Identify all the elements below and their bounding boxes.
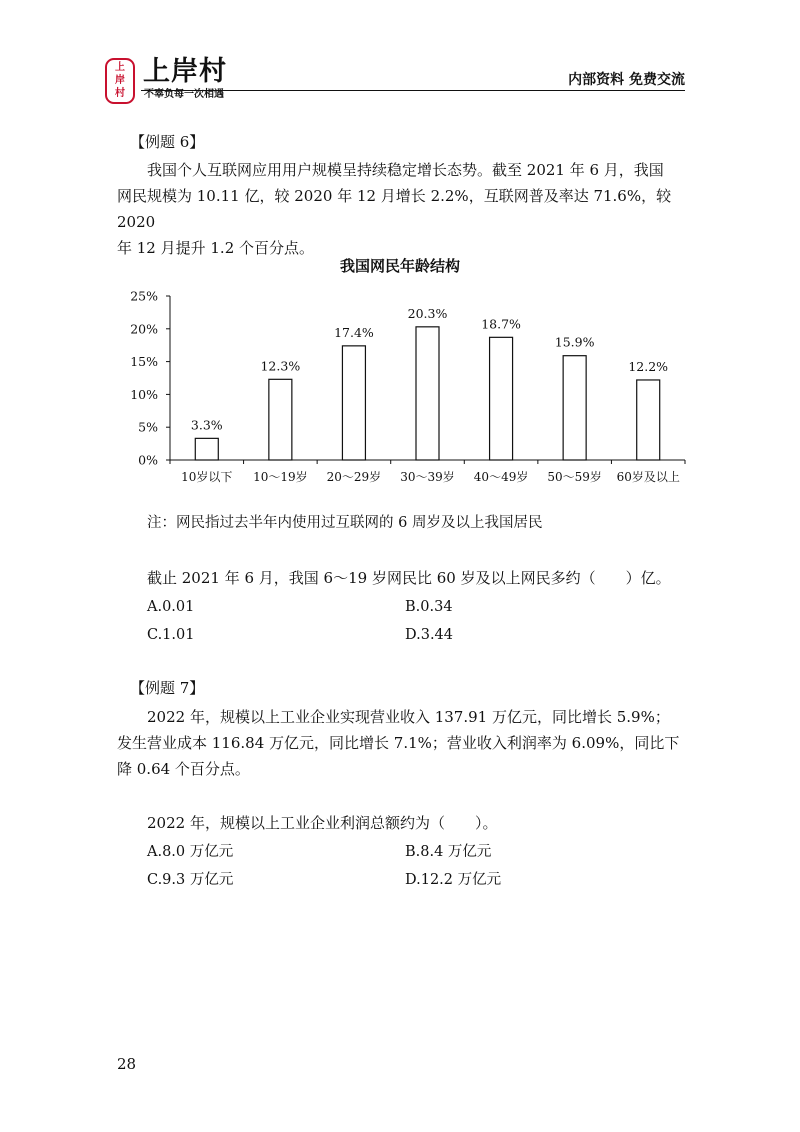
logo-seal-icon [105,58,135,104]
seal-char-3: 村 [115,88,125,99]
logo-name: 上岸村 [143,56,227,87]
bar-value-label: 12.3% [260,358,301,374]
category-label: 10岁以下 [181,470,233,484]
bar [563,356,586,460]
example7-line-1: 2022 年，规模以上工业企业实现营业收入 137.91 万亿元，同比增长 5.9%； [147,708,670,726]
seal-char-1: 上 [115,62,125,73]
bar [269,379,292,460]
page-number: 28 [117,1055,137,1073]
example6-label: 【例题 6】 [130,133,205,151]
example7-label: 【例题 7】 [130,679,205,697]
bar [490,337,513,460]
y-tick-label: 25% [130,288,158,304]
example7-option-c: C.9.3 万亿元 [147,872,234,888]
example6-option-b: B.0.34 [405,599,453,615]
header-divider [141,90,685,91]
header-right-text: 内部资料 免费交流 [568,72,685,88]
example7-line-2: 发生营业成本 116.84 万亿元，同比增长 7.1%；营业收入利润率为 6.09%，同比下 [117,734,680,752]
bar-value-label: 15.9% [554,334,595,350]
category-label: 10～19岁 [253,470,308,484]
example6-option-d: D.3.44 [405,627,454,643]
bar-value-label: 18.7% [481,316,521,332]
bar-value-label: 3.3% [190,417,223,433]
bar [195,438,218,460]
example6-question: 截止 2021 年 6 月，我国 6～19 岁网民比 60 岁及以上网民多约（ ）亿。 [147,569,671,587]
y-tick-label: 15% [130,354,158,370]
example7-option-a: A.8.0 万亿元 [147,844,234,860]
bar-value-label: 12.2% [628,358,669,374]
bar [342,346,365,460]
example6-line-1: 我国个人互联网应用用户规模呈持续稳定增长态势。截至 2021 年 6 月，我国 [147,161,664,179]
example6-option-c: C.1.01 [147,627,195,643]
y-tick-label: 10% [130,386,158,402]
bar-value-label: 20.3% [407,305,448,321]
example7-option-d: D.12.2 万亿元 [405,872,502,888]
chart-title: 我国网民年龄结构 [339,257,460,275]
example6-line-3: 年 12 月提升 1.2 个百分点。 [117,239,315,257]
example6-line-2: 网民规模为 10.11 亿，较 2020 年 12 月增长 2.2%，互联网普及率达 71.6%，较 2020 [117,187,672,231]
seal-char-2: 岸 [115,75,125,86]
y-tick-label: 0% [138,452,158,468]
example7-paragraph [117,704,687,782]
example7-option-b: B.8.4 万亿元 [405,844,492,860]
bar [416,327,439,460]
category-label: 20～29岁 [326,470,382,484]
category-label: 60岁及以上 [616,470,680,484]
age-structure-bar-chart [0,280,800,500]
example6-option-a: A.0.01 [147,599,195,615]
category-label: 40～49岁 [473,470,529,484]
y-tick-label: 5% [138,419,158,435]
category-label: 30～39岁 [400,470,455,484]
page-header [105,56,685,106]
bar-value-label: 17.4% [334,324,374,340]
example7-line-3: 降 0.64 个百分点。 [117,760,250,778]
category-label: 50～59岁 [547,470,602,484]
y-tick-label: 20% [130,321,158,337]
bar [637,380,660,460]
example6-paragraph [117,157,687,261]
chart-note: 注：网民指过去半年内使用过互联网的 6 周岁及以上我国居民 [147,515,543,531]
logo-slogan: 不辜负每一次相遇 [144,89,224,100]
example7-question: 2022 年，规模以上工业企业利润总额约为（ ）。 [147,814,498,832]
